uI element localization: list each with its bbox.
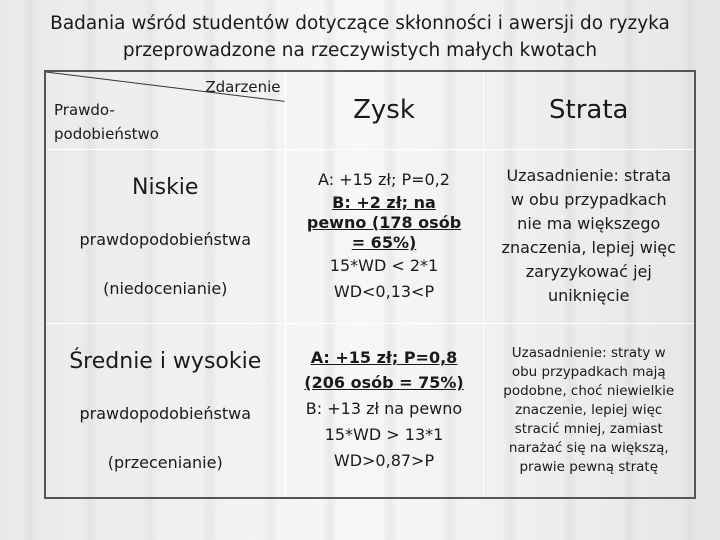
gain-line: A: +15 zł; P=0,2 bbox=[318, 170, 450, 189]
header-row bbox=[45, 71, 695, 149]
row-label-sub: prawdopodobieństwa bbox=[79, 403, 252, 423]
gain-line: WD>0,87>P bbox=[333, 451, 435, 471]
gain-line: (206 osób = 75%) bbox=[304, 373, 464, 393]
loss-line: narażać się na większą, bbox=[508, 439, 669, 456]
gain-line: 15*WD > 13*1 bbox=[324, 425, 444, 445]
loss-header: Strata bbox=[483, 71, 695, 149]
row-label-note: (niedocenianie) bbox=[103, 278, 228, 298]
loss-cell-low bbox=[483, 149, 695, 323]
event-label: Zdarzenie bbox=[205, 78, 281, 96]
table-row bbox=[45, 323, 695, 498]
loss-line: uniknięcie bbox=[547, 286, 630, 305]
loss-line: nie ma większego bbox=[517, 214, 661, 233]
gain-line: = 65%) bbox=[351, 233, 417, 252]
loss-cell-high bbox=[483, 323, 695, 498]
gain-line: pewno (178 osób bbox=[306, 213, 462, 232]
gain-cell-high bbox=[285, 323, 483, 498]
probability-label bbox=[54, 98, 159, 146]
loss-line: stracić mniej, zamiast bbox=[514, 420, 663, 437]
loss-line: w obu przypadkach bbox=[510, 190, 667, 209]
gain-line: 15*WD < 2*1 bbox=[329, 256, 439, 275]
row-label-main: Średnie i wysokie bbox=[69, 348, 262, 374]
loss-line: prawie pewną stratę bbox=[519, 458, 659, 475]
loss-line: Uzasadnienie: strata bbox=[506, 166, 672, 185]
table-row bbox=[45, 149, 695, 323]
title-line-2: przeprowadzone na rzeczywistych małych kwotach bbox=[122, 40, 598, 61]
corner-cell bbox=[45, 71, 285, 149]
gain-line: B: +13 zł na pewno bbox=[305, 399, 463, 419]
probability-label-line-2: podobieństwo bbox=[54, 125, 159, 143]
row-label-sub: prawdopodobieństwa bbox=[79, 229, 252, 249]
row-label-note: (przecenianie) bbox=[107, 452, 223, 472]
loss-line: podobne, choć niewielkie bbox=[503, 382, 675, 399]
gain-line: WD<0,13<P bbox=[333, 282, 435, 301]
probability-label-line-1: Prawdo- bbox=[54, 101, 115, 119]
gain-cell-low bbox=[285, 149, 483, 323]
loss-line: zaryzykować jej bbox=[525, 262, 652, 281]
gain-header: Zysk bbox=[285, 71, 483, 149]
row-label-high bbox=[45, 323, 285, 498]
loss-line: znaczenie, lepiej więc bbox=[515, 401, 663, 418]
row-label-main: Niskie bbox=[132, 174, 199, 200]
risk-table bbox=[44, 70, 696, 499]
gain-line: A: +15 zł; P=0,8 bbox=[310, 348, 458, 368]
title-line-1: Badania wśród studentów dotyczące skłonności i awersji do ryzyka bbox=[50, 13, 670, 34]
slide-title bbox=[0, 10, 720, 64]
row-label-low bbox=[45, 149, 285, 323]
gain-line: B: +2 zł; na bbox=[332, 193, 436, 212]
loss-line: znaczenia, lepiej więc bbox=[501, 238, 676, 257]
loss-line: Uzasadnienie: straty w bbox=[511, 344, 666, 361]
loss-line: obu przypadkach mają bbox=[511, 363, 666, 380]
